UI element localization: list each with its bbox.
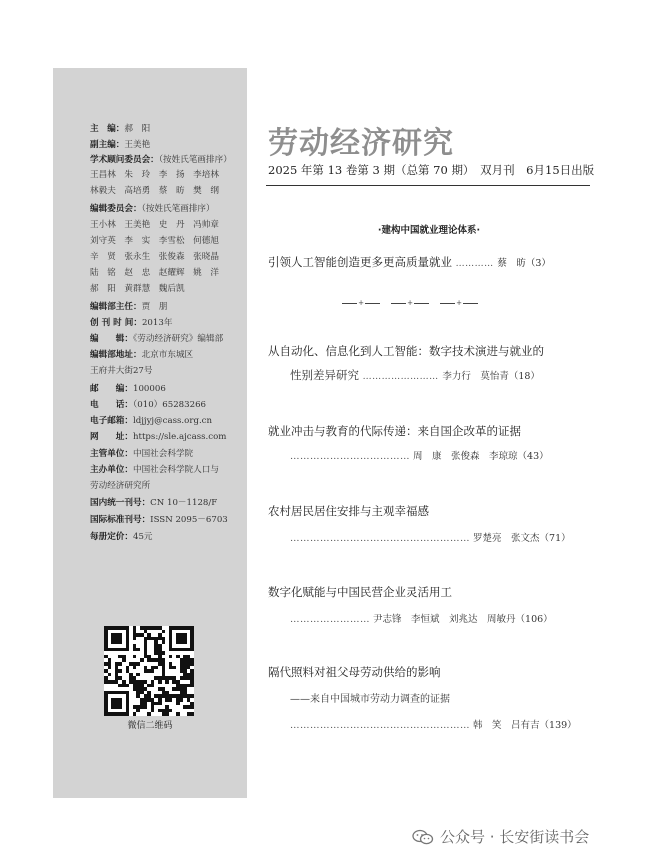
article-page: （43） [517, 451, 549, 462]
section-heading: ·建构中国就业理论体系· [377, 225, 481, 236]
sidebar-value: 王府井大街27号 [90, 366, 153, 376]
sidebar-label: 编辑部主任： [90, 302, 142, 312]
sidebar-line [90, 400, 206, 411]
article-3-title[interactable]: 就业冲击与教育的代际传递：来自国企改革的证据 [268, 424, 521, 438]
sidebar-line [90, 416, 212, 427]
sidebar-label: 主办单位： [90, 465, 133, 475]
sidebar-line [90, 350, 193, 361]
watermark-text: 公众号 · 长安街读书会 [440, 828, 590, 846]
sidebar-label: 编 辑： [90, 334, 133, 344]
article-title: 引领人工智能创造更多更高质量就业 [268, 255, 452, 269]
article-1-title[interactable] [268, 254, 551, 270]
article-page: （139） [539, 720, 577, 731]
ornament-divider [342, 299, 380, 307]
sidebar-label: 编辑部地址： [90, 350, 142, 360]
issue-info: 2025 年第 13 卷第 3 期（总第 70 期） 双月刊 6月15日出版 [268, 163, 595, 177]
article-page: （18） [508, 371, 540, 382]
sidebar-value: CN 10－1128/F [150, 498, 218, 508]
sidebar-value: 中国社会科学院人口与 [132, 465, 219, 475]
sidebar-label: 电 话： [90, 400, 133, 410]
sidebar-line [90, 318, 172, 329]
sidebar-label: 网 址： [90, 432, 133, 442]
sidebar-line [90, 498, 217, 509]
article-3-line2 [290, 448, 549, 462]
sidebar-line [90, 220, 219, 231]
sidebar-line [90, 366, 153, 377]
article-4-title[interactable]: 农村居民居住安排与主观幸福感 [268, 504, 429, 518]
qr-caption: 微信二维码 [127, 721, 173, 731]
leader-dots: ……………………………………………… [290, 720, 470, 731]
sidebar-line [90, 268, 219, 279]
sidebar-label: 国内统一刊号： [90, 498, 151, 508]
article-page: （3） [525, 258, 551, 269]
sidebar-value: 郝 阳 黄群慧 魏后凯 [90, 284, 185, 294]
sidebar-line [90, 236, 219, 247]
sidebar-line [90, 532, 153, 543]
sidebar-value: 辛 贤 张永生 张俊森 张晓晶 [90, 252, 219, 262]
sidebar-value: 王昌林 朱 玲 李 扬 李培林 [90, 170, 219, 180]
sidebar-value: ISSN 2095－6703 [150, 515, 228, 525]
article-2-title[interactable]: 从自动化、信息化到人工智能：数字技术演进与就业的 [268, 344, 544, 358]
sidebar-line [90, 302, 167, 313]
sidebar-line [90, 449, 193, 460]
sidebar-label: 电子邮箱： [90, 416, 133, 426]
sidebar-value: 王小林 王美艳 史 丹 冯帅章 [90, 220, 219, 230]
sidebar-value: ldjjyj@cass.org.cn [132, 416, 213, 426]
article-6-title[interactable]: 隔代照料对祖父母劳动供给的影响 [268, 665, 441, 679]
sidebar-value: 劳动经济研究所 [90, 481, 151, 491]
article-5-title[interactable]: 数字化赋能与中国民营企业灵活用工 [268, 585, 452, 599]
sidebar-line [90, 481, 150, 492]
sidebar-value: 2013年 [141, 318, 173, 328]
leader-dots: ………… [455, 259, 494, 269]
article-6-subtitle: ——来自中国城市劳动力调查的证据 [290, 694, 450, 705]
watermark-footer [412, 826, 589, 847]
sidebar-value: （010）65283266 [132, 400, 207, 410]
sidebar-line [90, 334, 223, 345]
sidebar-line [90, 186, 219, 197]
wechat-icon [412, 829, 434, 845]
sidebar-label: 邮 编： [90, 384, 133, 394]
article-6-line3 [290, 717, 577, 731]
ornament-divider [391, 299, 429, 307]
journal-title: 劳动经济研究 [268, 126, 454, 161]
sidebar-value: 林毅夫 高培勇 蔡 昉 樊 纲 [90, 186, 219, 196]
sidebar-label: 副主编： [90, 140, 125, 150]
article-2-line2 [290, 367, 540, 383]
article-4-line2 [290, 530, 571, 544]
sidebar-label: 每册定价： [90, 532, 133, 542]
sidebar-value: 陆 铭 赵 忠 赵耀辉 姚 洋 [90, 268, 219, 278]
sidebar-value: （按姓氏笔画排序） [141, 204, 215, 214]
leader-dots: …………………… [290, 614, 370, 625]
wechat-qr-code [104, 626, 194, 716]
sidebar-value: （按姓氏笔画排序） [158, 155, 232, 165]
sidebar-line [90, 465, 219, 476]
sidebar-line [90, 384, 166, 395]
article-5-line2 [290, 611, 553, 625]
sidebar-value: 刘守英 李 实 李雪松 何德旭 [90, 236, 219, 246]
sidebar-label: 主 编： [90, 124, 125, 134]
article-subtitle: 性别差异研究 [290, 368, 359, 382]
sidebar-line [90, 432, 226, 443]
sidebar-value: 王美艳 [124, 140, 151, 150]
sidebar-value: 北京市东城区 [141, 350, 194, 360]
article-authors: 罗楚亮 张文杰 [473, 533, 540, 544]
article-page: （71） [539, 533, 571, 544]
sidebar-label: 国际标准刊号： [90, 515, 151, 525]
sidebar-value: https://sle.ajcass.com [132, 432, 227, 442]
sidebar-value: 中国社会科学院 [132, 449, 194, 459]
ornament-divider [440, 299, 478, 307]
sidebar-value: 贾 朋 [141, 302, 168, 312]
article-authors: 蔡 昉 [497, 258, 526, 269]
article-authors: 韩 笑 吕有吉 [473, 720, 540, 731]
header-rule [266, 185, 590, 186]
sidebar-line [90, 124, 150, 135]
sidebar-line [90, 252, 219, 263]
sidebar-line [90, 284, 185, 295]
sidebar-value: 《劳动经济研究》编辑部 [132, 334, 224, 344]
sidebar-line [90, 140, 150, 151]
article-authors: 尹志锋 李恒斌 刘兆达 周敏丹 [373, 614, 516, 625]
leader-dots: ……………………………… [290, 451, 410, 462]
sidebar-value: 45元 [132, 532, 153, 542]
sidebar-label: 编辑委员会： [90, 204, 142, 214]
sidebar-value: 100006 [132, 384, 166, 394]
sidebar-line [90, 155, 232, 166]
sidebar-line [90, 170, 219, 181]
sidebar-line [90, 204, 215, 215]
leader-dots: …………………… [362, 372, 439, 382]
article-authors: 李力行 莫怡青 [442, 371, 509, 382]
sidebar-label: 主管单位： [90, 449, 133, 459]
leader-dots: ……………………………………………… [290, 533, 470, 544]
sidebar-value: 郝 阳 [124, 124, 151, 134]
sidebar-label: 创 刊 时 间： [90, 318, 142, 328]
article-page: （106） [515, 614, 553, 625]
article-authors: 周 康 张俊森 李琼琼 [413, 451, 518, 462]
sidebar-line [90, 515, 228, 526]
sidebar-label: 学术顾问委员会： [90, 155, 159, 165]
